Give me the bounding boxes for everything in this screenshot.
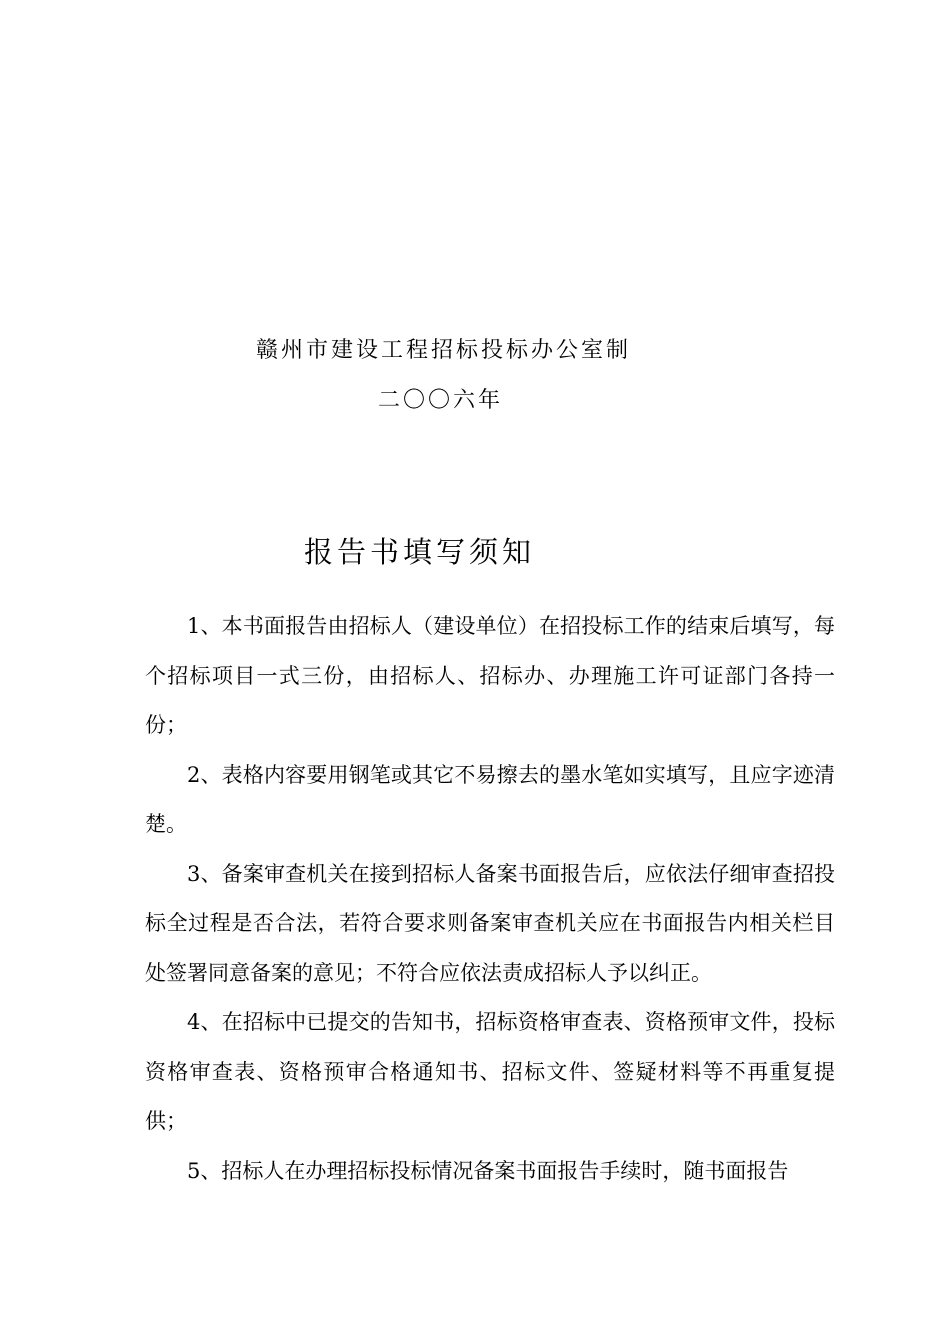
- notice-item-2: 2、表格内容要用钢笔或其它不易擦去的墨水笔如实填写，且应字迹清楚。: [145, 762, 835, 836]
- issuer-line: 赣州市建设工程招标投标办公室制: [256, 338, 632, 363]
- notice-item-1: 1、本书面报告由招标人（建设单位）在招投标工作的结束后填写，每个招标项目一式三份，由招标人、招标办、办理施工许可证部门各持一份；: [145, 614, 835, 737]
- notice-item-4: 4、在招标中已提交的告知书，招标资格审查表、资格预审文件，投标资格审查表、资格预审合格通知书、招标文件、签疑材料等不再重复提供；: [145, 1010, 835, 1133]
- notice-item-3: 3、备案审查机关在接到招标人备案书面报告后，应依法仔细审查招投标全过程是否合法，若符合要求则备案审查机关应在书面报告内相关栏目处签署同意备案的意见；不符合应依法责成招标人予以纠正。: [145, 861, 835, 985]
- notice-title: 报告书填写须知: [304, 535, 536, 569]
- notice-body: [145, 602, 835, 1196]
- year-line: 二〇〇六年: [378, 388, 504, 413]
- notice-item-5: 5、招标人在办理招标投标情况备案书面报告手续时，随书面报告: [187, 1158, 789, 1183]
